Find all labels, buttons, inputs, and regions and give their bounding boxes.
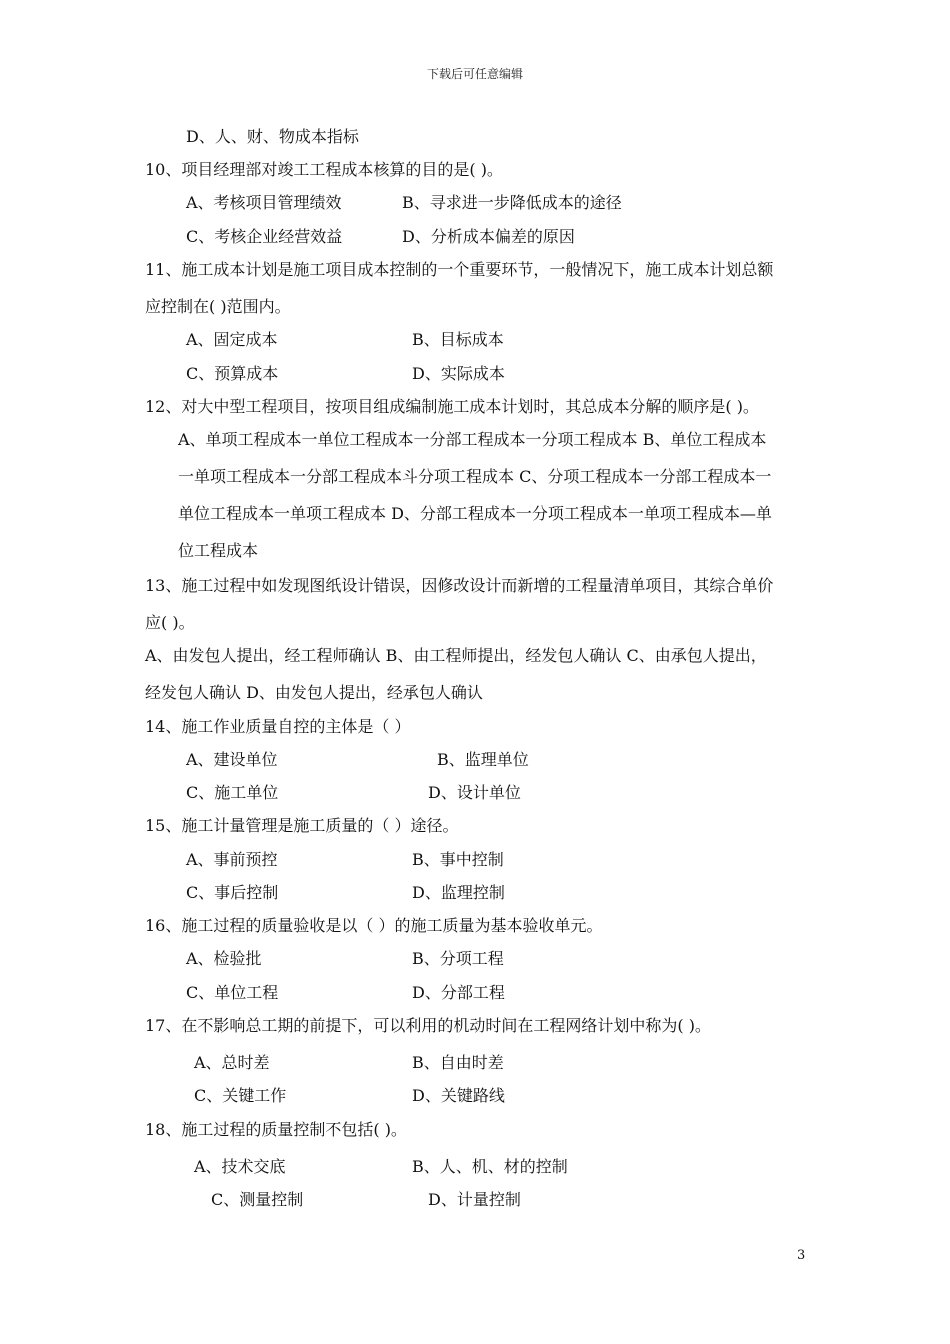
question-13-options-2: 经发包人确认 D、由发包人提出，经承包人确认 (145, 683, 483, 702)
option-16a: A、检验批 (186, 949, 262, 968)
option-18d: D、计量控制 (428, 1190, 521, 1209)
option-14b: B、监理单位 (437, 750, 529, 769)
option-14d: D、设计单位 (428, 783, 521, 802)
page-header: 下载后可任意编辑 (426, 67, 523, 81)
option-14c: C、施工单位 (186, 783, 279, 802)
option-16c: C、单位工程 (186, 983, 279, 1002)
option-15c: C、事后控制 (186, 883, 279, 902)
option-10c: C、考核企业经营效益 (186, 227, 343, 246)
option-11c: C、预算成本 (186, 364, 279, 383)
option-17b: B、自由时差 (412, 1053, 504, 1072)
question-17: 17、在不影响总工期的前提下，可以利用的机动时间在工程网络计划中称为( )。 (145, 1016, 711, 1035)
option-10a: A、考核项目管理绩效 (186, 193, 342, 212)
option-15d: D、监理控制 (412, 883, 505, 902)
option-11d: D、实际成本 (412, 364, 505, 383)
option-18c: C、测量控制 (211, 1190, 304, 1209)
option-18a: A、技术交底 (194, 1157, 286, 1176)
question-12-options-4: 位工程成本 (178, 541, 259, 560)
option-9d: D、人、财、物成本指标 (186, 127, 359, 146)
option-16d: D、分部工程 (412, 983, 505, 1002)
question-16: 16、施工过程的质量验收是以（ ）的施工质量为基本验收单元。 (145, 916, 603, 935)
option-17a: A、总时差 (194, 1053, 270, 1072)
option-17c: C、关键工作 (194, 1086, 287, 1105)
question-12-options-3: 单位工程成本一单项工程成本 D、分部工程成本一分项工程成本一单项工程成本—单 (178, 504, 772, 523)
option-10d: D、分析成本偏差的原因 (402, 227, 575, 246)
option-14a: A、建设单位 (186, 750, 278, 769)
option-10b: B、寻求进一步降低成本的途径 (402, 193, 622, 212)
question-13-options-1: A、由发包人提出，经工程师确认 B、由工程师提出，经发包人确认 C、由承包人提出， (145, 646, 767, 665)
question-13-cont: 应( )。 (145, 613, 195, 632)
question-18: 18、施工过程的质量控制不包括( )。 (145, 1120, 407, 1139)
page-number: 3 (797, 1248, 806, 1263)
question-12: 12、对大中型工程项目，按项目组成编制施工成本计划时，其总成本分解的顺序是( )。 (145, 397, 759, 416)
option-15a: A、事前预控 (186, 850, 278, 869)
option-11b: B、目标成本 (412, 330, 504, 349)
question-11: 11、施工成本计划是施工项目成本控制的一个重要环节，一般情况下，施工成本计划总额 (145, 260, 774, 279)
question-11-cont: 应控制在( )范围内。 (145, 297, 291, 316)
option-15b: B、事中控制 (412, 850, 504, 869)
question-15: 15、施工计量管理是施工质量的（ ）途径。 (145, 816, 459, 835)
option-17d: D、关键路线 (412, 1086, 505, 1105)
option-16b: B、分项工程 (412, 949, 504, 968)
option-18b: B、人、机、材的控制 (412, 1157, 568, 1176)
option-11a: A、固定成本 (186, 330, 278, 349)
question-13: 13、施工过程中如发现图纸设计错误，因修改设计而新增的工程量清单项目，其综合单价 (145, 576, 774, 595)
question-12-options-1: A、单项工程成本一单位工程成本一分部工程成本一分项工程成本 B、单位工程成本 (178, 430, 767, 449)
question-10: 10、项目经理部对竣工工程成本核算的目的是( )。 (145, 160, 503, 179)
question-12-options-2: 一单项工程成本一分部工程成本斗分项工程成本 C、分项工程成本一分部工程成本一 (178, 467, 772, 486)
question-14: 14、施工作业质量自控的主体是（ ） (145, 717, 411, 736)
